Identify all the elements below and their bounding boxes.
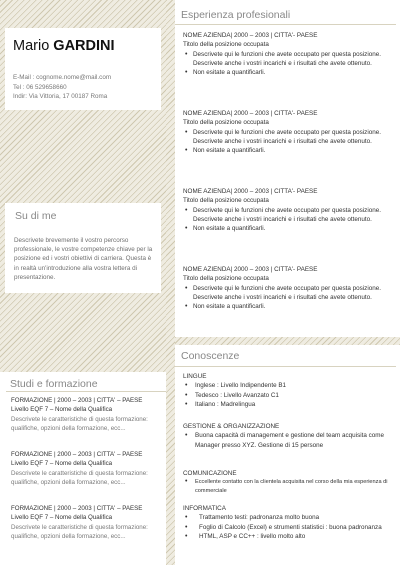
job-entry xyxy=(183,187,396,233)
job-role: Titolo della posizione occupata xyxy=(183,41,269,49)
job-role: Titolo della posizione occupata xyxy=(183,275,269,283)
education-qualification: Livello EQF 7 – Nome della Qualifica xyxy=(11,460,113,468)
education-header: FORMAZIONE | 2000 – 2003 | CITTA' – PAESE xyxy=(11,397,143,404)
it-skill-item: • HTML, ASP e CC++ : livello molto alto xyxy=(183,532,396,541)
education-description: Descrivete le caratteristiche di questa formazione: qualifiche, opzioni della formazione, ecc... xyxy=(11,415,148,432)
last-name: GARDINI xyxy=(53,38,115,54)
identity-box xyxy=(5,28,161,110)
job-duties: • Descrivete qui le funzioni che avete occupato per questa posizione. Descrivete anche i vostri incarichi e i risultati che avete ottenuto. xyxy=(183,50,396,69)
language-item: • Tedesco : Livello Avanzato C1 xyxy=(183,391,396,400)
candidate-name xyxy=(13,38,115,54)
job-duties: • Descrivete qui le funzioni che avete occupato per questa posizione. Descrivete anche i vostri incarichi e i risultati che avete ottenuto. xyxy=(183,284,396,303)
experience-title-rule xyxy=(175,24,396,25)
job-entry xyxy=(183,109,396,155)
education-header: FORMAZIONE | 2000 – 2003 | CITTA' – PAESE xyxy=(11,505,143,512)
address-line: Indir: Via Vittoria, 17 00187 Roma xyxy=(13,93,108,101)
languages-heading: LINGUE xyxy=(183,373,207,380)
education-title: Studi e formazione xyxy=(10,378,98,390)
education-description: Descrivete le caratteristiche di questa formazione: qualifiche, opzioni della formazione, ecc... xyxy=(11,523,148,540)
job-entry xyxy=(183,31,396,77)
skills-title: Conoscenze xyxy=(181,350,240,362)
management-heading: GESTIONE & ORGANIZZAZIONE xyxy=(183,423,280,430)
job-company: NOME AZIENDA| 2000 – 2003 | CITTA'- PAESE xyxy=(183,188,318,195)
education-section xyxy=(0,372,166,565)
job-company: NOME AZIENDA| 2000 – 2003 | CITTA'- PAESE xyxy=(183,266,318,273)
education-qualification: Livello EQF 7 – Nome della Qualifica xyxy=(11,406,113,414)
communication-item: • Eccellente contatto con la clientela acquisita nel corso della mia esperienza di commerciale xyxy=(183,478,396,494)
about-section xyxy=(5,203,161,293)
it-skill-item: • Trattamento testi: padronanza molto buona xyxy=(183,513,396,522)
job-company: NOME AZIENDA| 2000 – 2003 | CITTA'- PAESE xyxy=(183,110,318,117)
education-item xyxy=(11,450,161,487)
job-quantify: • Non esitate a quantificarli. xyxy=(183,68,396,77)
management-item: • Buona capacità di management e gestione del team acquisita come Manager presso XYZ. Gestione di 15 persone xyxy=(183,431,396,450)
management-group xyxy=(183,422,396,450)
job-role: Titolo della posizione occupata xyxy=(183,197,269,205)
communication-heading: COMUNICAZIONE xyxy=(183,470,237,477)
first-name: Mario xyxy=(13,38,50,54)
languages-group xyxy=(183,372,396,409)
education-description: Descrivete le caratteristiche di questa formazione: qualifiche, opzioni della formazione, ecc... xyxy=(11,469,148,486)
job-quantify: • Non esitate a quantificarli. xyxy=(183,224,396,233)
communication-group xyxy=(183,469,396,495)
language-item: • Italiano : Madrelingua xyxy=(183,400,396,409)
job-duties: • Descrivete qui le funzioni che avete occupato per questa posizione. Descrivete anche i vostri incarichi e i risultati che avete ottenuto. xyxy=(183,206,396,225)
job-entry xyxy=(183,265,396,311)
education-title-rule xyxy=(6,391,166,392)
phone-line: Tel : 06 529658660 xyxy=(13,83,67,91)
education-item xyxy=(11,504,161,541)
job-company: NOME AZIENDA| 2000 – 2003 | CITTA'- PAESE xyxy=(183,32,318,39)
job-duties: • Descrivete qui le funzioni che avete occupato per questa posizione. Descrivete anche i vostri incarichi e i risultati che avete ottenuto. xyxy=(183,128,396,147)
language-item: • Inglese : Livello Indipendente B1 xyxy=(183,381,396,390)
education-item xyxy=(11,396,161,433)
column-divider xyxy=(166,0,175,565)
job-quantify: • Non esitate a quantificarli. xyxy=(183,146,396,155)
it-skills-heading: INFORMATICA xyxy=(183,505,226,512)
section-separator-band xyxy=(175,337,400,345)
skills-title-rule xyxy=(175,366,396,367)
job-quantify: • Non esitate a quantificarli. xyxy=(183,302,396,311)
it-skill-item: • Foglio di Calcolo (Excel) e strumenti statistici : buona padronanza xyxy=(183,523,396,532)
about-title: Su di me xyxy=(15,210,57,222)
education-qualification: Livello EQF 7 – Nome della Qualifica xyxy=(11,514,113,522)
job-role: Titolo della posizione occupata xyxy=(183,119,269,127)
education-header: FORMAZIONE | 2000 – 2003 | CITTA' – PAESE xyxy=(11,451,143,458)
email-line[interactable]: E-Mail : cognome.nome@mail.com xyxy=(13,74,112,81)
contact-details xyxy=(13,73,111,102)
about-text: Descrivete brevemente il vostro percorso professionale, le vostre competenze chiave per la posizione ed i vostri obiettivi di carriera. Questa è in realtà un'introduzione alla vostra lettera di presentazione. xyxy=(14,237,153,281)
it-skills-group xyxy=(183,504,396,541)
experience-title: Esperienza profesionali xyxy=(181,9,291,21)
left-sidebar-panel xyxy=(0,0,166,372)
